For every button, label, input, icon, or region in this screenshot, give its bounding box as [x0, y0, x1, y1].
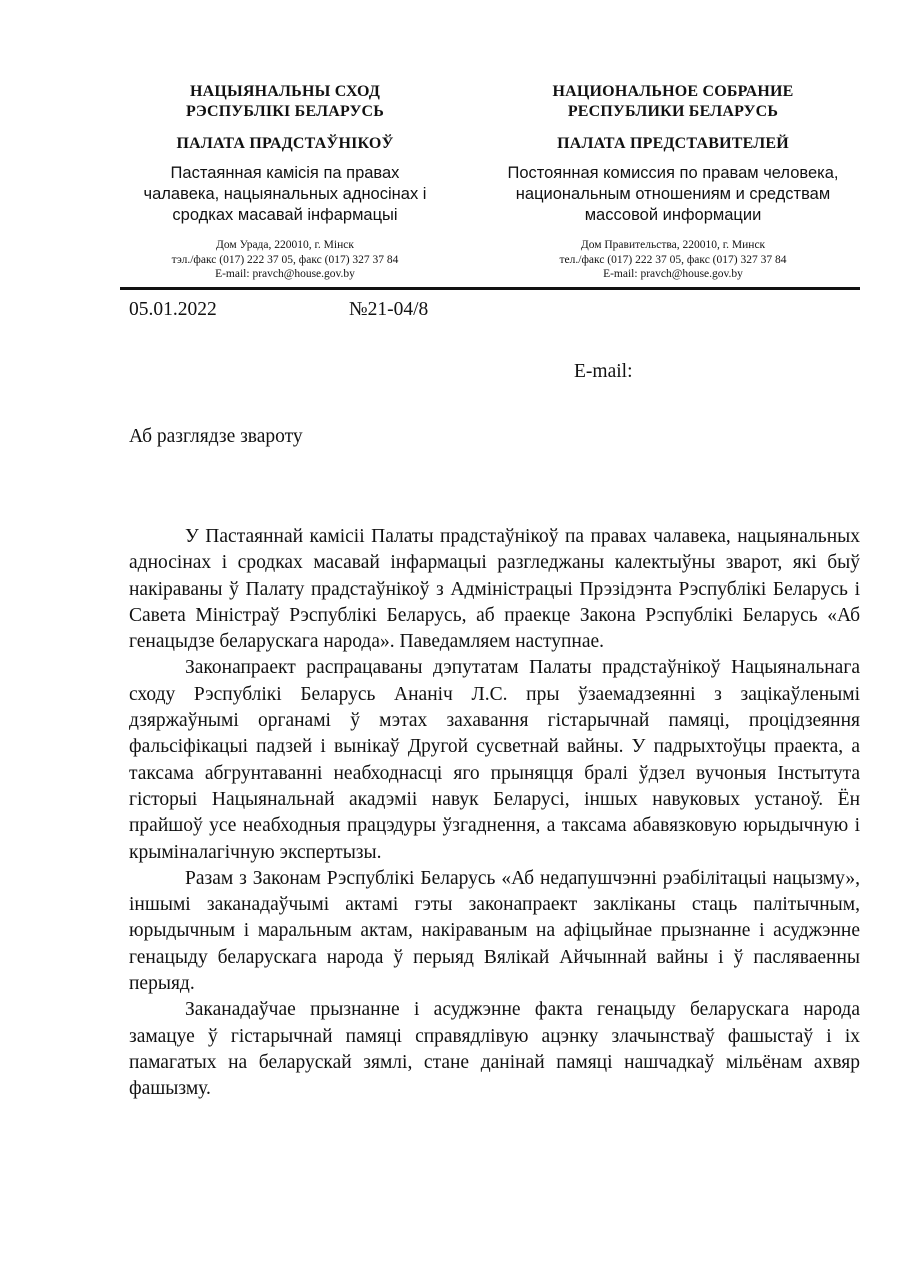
- org-name-line: НАЦЫЯНАЛЬНЫ СХОД: [189, 83, 381, 100]
- email: E-mail: pravch@house.gov.by: [215, 268, 355, 280]
- document-date: 05.01.2022: [129, 299, 217, 320]
- contact-info: [120, 238, 450, 282]
- recipient-email-label: E-mail:: [574, 361, 633, 382]
- chamber-name: ПАЛАТА ПРАДСТАЎНІКОЎ: [176, 135, 394, 152]
- subject-line: Аб разглядзе звароту: [129, 426, 303, 447]
- phone: тел./факс (017) 222 37 05, факс (017) 327 37 84: [559, 253, 787, 266]
- address: Дом Урада, 220010, г. Мінск: [216, 239, 354, 251]
- address: Дом Правительства, 220010, г. Минск: [580, 239, 766, 251]
- chamber-name: ПАЛАТА ПРЕДСТАВИТЕЛЕЙ: [557, 135, 789, 152]
- letterhead-belarusian: [120, 82, 450, 282]
- body-paragraph: Заканадаўчае прызнанне і асуджэнне факта генацыду беларускага народа замацуе ў гістарычнай памяці справядлівую ацэнку злачынстваў фашыстаў і іх памагатых на беларускай зямлі, стане данінай памяці нашчадкаў мільёнам ахвяр фашызму.: [129, 999, 860, 1100]
- email: E-mail: pravch@house.gov.by: [603, 268, 743, 280]
- org-name-line: РЕСПУБЛИКИ БЕЛАРУСЬ: [567, 103, 779, 120]
- org-name: [120, 82, 450, 122]
- committee-name-line: сродках масавай інфармацыі: [172, 206, 398, 224]
- committee-name-line: национальным отношениям и средствам: [515, 185, 831, 203]
- document-number: №21-04/8: [349, 299, 429, 320]
- body-paragraph: У Пастаяннай камісіі Палаты прадстаўнікоў па правах чалавека, нацыянальных адносінах і сродках масавай інфармацыі разгледжаны калектыўны зварот, які быў накіраваны ў Палату прадстаўнікоў з Адміністрацыі Прэзідэнта Рэспублікі Беларусь і Савета Міністраў Рэспублікі Беларусь, аб праекце Закона Рэспублікі Беларусь «Аб генацыдзе беларускага народа». Паведамляем наступнае.: [129, 526, 860, 653]
- committee-name-line: Постоянная комиссия по правам человека,: [507, 164, 839, 182]
- committee-name-line: Пастаянная камісія па правах: [170, 164, 400, 182]
- committee-name-line: массовой информации: [584, 206, 762, 224]
- body-paragraph: Разам з Законам Рэспублікі Беларусь «Аб недапушчэнні рэабілітацыі нацызму», іншымі заканадаўчымі актамі гэты законапраект закліканы стаць палітычным, юрыдычным і маральным актам, накіраваным на афіцыйнае прызнанне і асуджэнне генацыду беларускага народа ў перыяд Вялікай Айчыннай вайны і ў пасляваенны перыяд.: [129, 867, 860, 995]
- committee-name: [120, 163, 450, 226]
- org-name: [478, 82, 868, 122]
- letterhead-divider: [120, 287, 860, 290]
- committee-name: [478, 163, 868, 226]
- org-name-line: РЭСПУБЛІКІ БЕЛАРУСЬ: [185, 103, 385, 120]
- letter-body: [129, 524, 860, 1103]
- body-paragraph: Законапраект распрацаваны дэпутатам Палаты прадстаўнікоў Нацыянальнага сходу Рэспублікі Беларусь Ананіч Л.С. пры ўзаемадзеянні з зацікаўленымі дзяржаўнымі органамі ў мэтах захавання гістарычнай памяці, процідзеяння фальсіфікацыі падзей і вынікаў Другой сусветнай вайны. У падрыхтоўцы праекта, а таксама абгрунтаванні неабходнасці яго прыняцця бралі ўдзел вучоныя Інстытута гісторыі Нацыянальнай акадэміі навук Беларусі, іншых навуковых устаноў. Ён прайшоў усе неабходныя працэдуры ўзгаднення, а таксама абавязковую юрыдычную і крыміналагічную экспертызы.: [129, 657, 860, 863]
- contact-info: [478, 238, 868, 282]
- letterhead-russian: [478, 82, 868, 282]
- org-name-line: НАЦИОНАЛЬНОЕ СОБРАНИЕ: [552, 83, 794, 100]
- phone: тэл./факс (017) 222 37 05, факс (017) 327 37 84: [171, 253, 399, 266]
- committee-name-line: чалавека, нацыянальных адносінах і: [143, 185, 427, 203]
